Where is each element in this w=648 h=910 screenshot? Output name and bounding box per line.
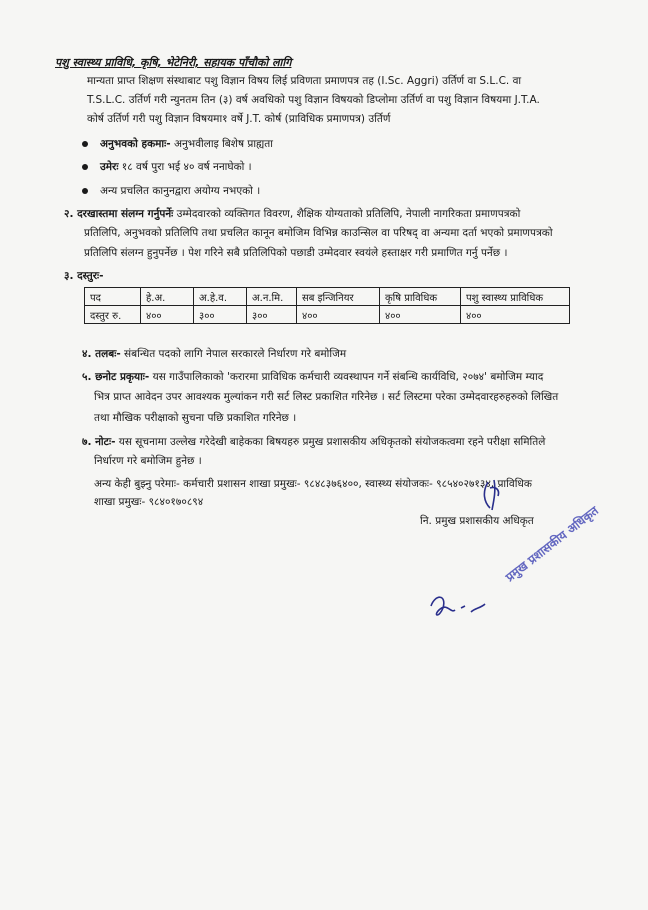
documents-label: २. दरखास्तमा संलग्न गर्नुपर्नेः <box>64 208 174 220</box>
age-text: १८ वर्ष पुरा भई ४० वर्ष ननाघेको । <box>118 161 252 173</box>
note-line-1 <box>82 434 545 451</box>
official-stamp: प्रमुख प्रशासकीय अधिकृत <box>503 503 601 585</box>
salary-label: ४. तलबः- <box>82 348 121 360</box>
fee-table-header-row <box>85 288 570 306</box>
table-cell: ४०० <box>380 306 461 324</box>
experience-bullet <box>82 136 273 152</box>
signatory-designation: नि. प्रमुख प्रशासकीय अधिकृत <box>420 515 534 527</box>
table-header-cell: अ.हे.व. <box>194 288 247 306</box>
bullet-icon <box>82 164 88 170</box>
table-header-cell: हे.अ. <box>141 288 194 306</box>
selection-text: यस गाउँपालिकाको 'करारमा प्राविधिक कर्मचारी व्यवस्थापन गर्ने संबन्धि कार्यविधि, २०७४' बमोजिम म्याद <box>149 371 544 383</box>
age-bullet <box>82 159 252 175</box>
position-heading: पशु स्वास्थ्य प्राविधि, कृषि, भेटेनिरी, सहायक पाँचौको लागि <box>55 56 292 69</box>
qualification-line-1: मान्यता प्राप्त शिक्षण संस्थाबाट पशु विज्ञान विषय लिई प्रविणता प्रमाणपत्र तह (I.Sc. Aggri) उर्तिर्ण वा S.L.C. वा <box>87 75 522 87</box>
experience-label: अनुभवको हकमाः- <box>100 138 171 150</box>
fee-table <box>84 287 570 324</box>
selection-label: ५. छनोट प्रकृयाः- <box>82 371 150 383</box>
salary-text: संबन्धित पदको लागि नेपाल सरकारले निर्धारण गरे बमोजिम <box>120 348 347 360</box>
salary-line <box>82 346 346 363</box>
table-header-cell: अ.न.मि. <box>247 288 297 306</box>
bullet-icon <box>82 141 88 147</box>
table-cell: ४०० <box>141 306 194 324</box>
fee-label: ३. दस्तुरः- <box>64 270 104 282</box>
contacts-line-2: शाखा प्रमुखः- ९८४०१७०८९४ <box>94 496 204 508</box>
table-header-cell: पद <box>85 288 141 306</box>
selection-line-1 <box>82 369 543 386</box>
fee-table-row <box>85 306 570 324</box>
qualification-line-2: T.S.L.C. उर्तिर्ण गरी न्युनतम तिन (३) वर्ष अवधिको पशु विज्ञान विषयको डिप्लोमा उर्तिर्ण वा पशु विज्ञान विषयमा J.T.A. <box>87 94 540 106</box>
documents-line-1 <box>64 206 520 223</box>
contacts-line-1: अन्य केही बुझ्नु परेमाः- कर्मचारी प्रशासन शाखा प्रमुखः- ९८४८३७६४००, स्वास्थ्य संयोजकः- ९८५४०२७१३४, प्राविधिक <box>94 478 532 490</box>
eligibility-bullet <box>82 183 260 199</box>
note-line-2: निर्धारण गरे बमोजिम हुनेछ । <box>94 455 202 467</box>
bullet-icon <box>82 188 88 194</box>
table-cell: ३०० <box>194 306 247 324</box>
note-text: यस सूचनामा उल्लेख गरेदेखी बाहेकका बिषयहरु प्रमुख प्रशासकीय अधिकृतको संयोजकत्वमा रहने परीक्षा समितिले <box>115 436 546 448</box>
handwritten-signature-icon <box>425 588 505 628</box>
eligibility-text: अन्य प्रचलित कानुनद्वारा अयोग्य नभएको । <box>100 185 261 197</box>
table-cell: दस्तुर रु. <box>85 306 141 324</box>
selection-line-2: भित्र प्राप्त आवेदन उपर आवश्यक मुल्यांकन गरी सर्ट लिस्ट प्रकाशित गरिनेछ । सर्ट लिस्टमा परेका उम्मेदवारहरुहरुको लिखित <box>94 391 559 403</box>
experience-text: अनुभवीलाइ बिशेष प्राह्यता <box>170 138 274 150</box>
table-header-cell: कृषि प्राविधिक <box>380 288 461 306</box>
table-cell: ३०० <box>247 306 297 324</box>
signature-mark-icon <box>470 478 510 514</box>
age-label: उमेरः <box>100 161 119 173</box>
documents-line-2: प्रतिलिपि, अनुभवको प्रतिलिपि तथा प्रचलित कानून बमोजिम विभिन्न काउन्सिल वा परिषद् वा अन्यमा दर्ता भएको प्रमाणपत्रको <box>84 227 553 239</box>
documents-line-3: प्रतिलिपि संलग्न हुनुपर्नेछ । पेश गरिने सबै प्रतिलिपिको पछाडी उम्मेदवार स्वयंले हस्ताक्षर गरी प्रमाणित गर्नु पर्नेछ । <box>84 247 508 259</box>
table-cell: ४०० <box>297 306 380 324</box>
table-header-cell: पशु स्वास्थ्य प्राविधिक <box>461 288 570 306</box>
table-cell: ४०० <box>461 306 570 324</box>
documents-text: उम्मेदवारको व्यक्तिगत विवरण, शैक्षिक योग्यताको प्रतिलिपि, नेपाली नागरिकता प्रमाणपत्रको <box>173 208 521 220</box>
qualification-line-3: कोर्ष उर्तिर्ण गरी पशु विज्ञान विषयमा१ वर्षे J.T. कोर्ष (प्राविधिक प्रमाणपत्र) उर्तिर्ण <box>87 113 391 125</box>
note-label: ७. नोटः- <box>82 436 116 448</box>
table-header-cell: सब इन्जिनियर <box>297 288 380 306</box>
selection-line-3: तथा मौखिक परीक्षाको सुचना पछि प्रकाशित गरिनेछ । <box>94 412 297 424</box>
